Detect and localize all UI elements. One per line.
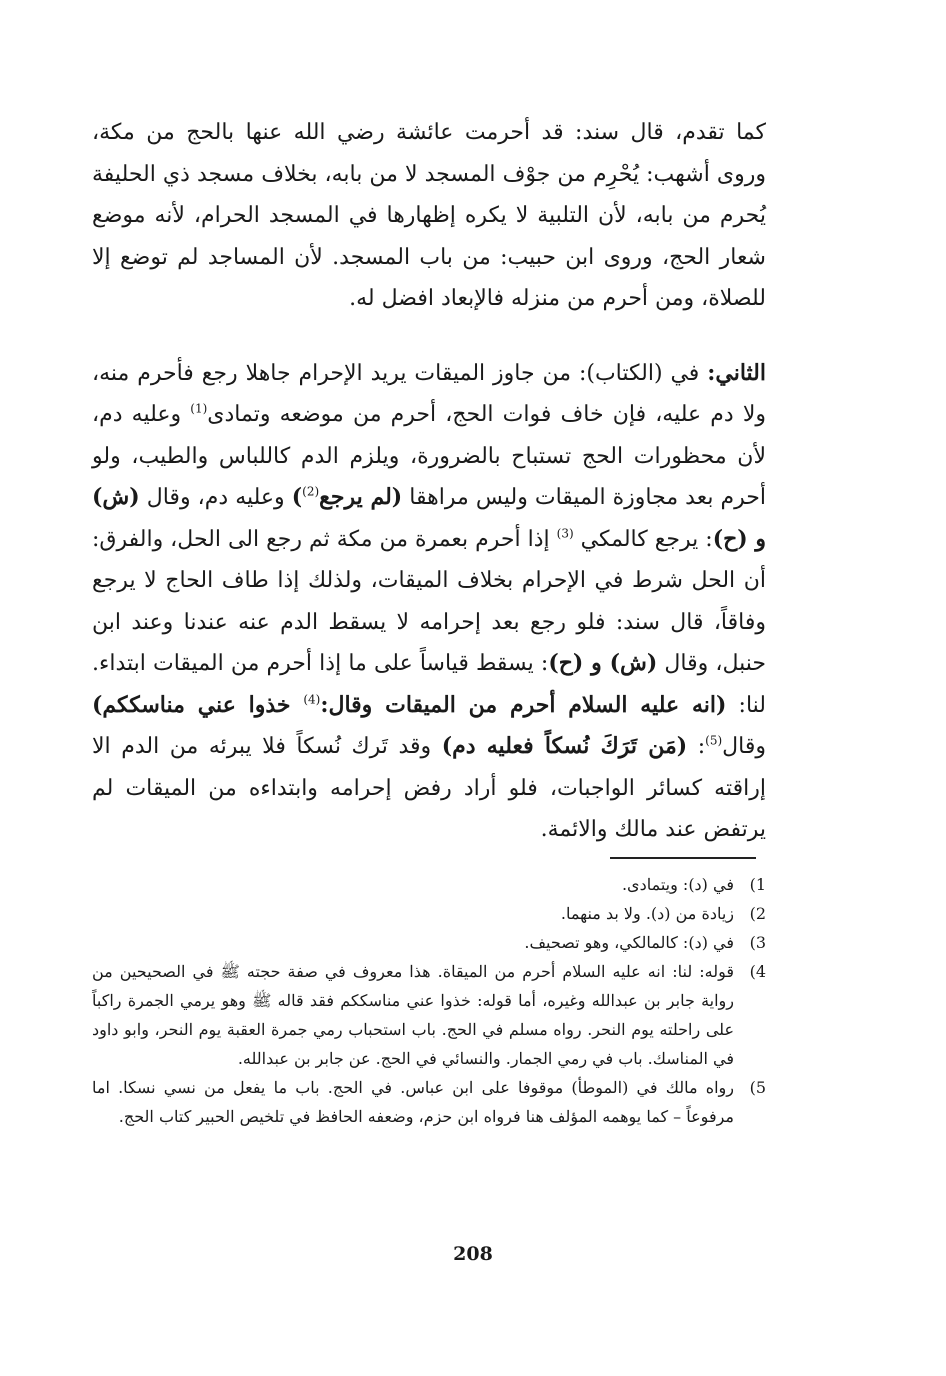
hadith-quote-1: (انه عليه السلام أحرم من الميقات وقال: [320, 691, 727, 718]
footnote-text: في (د): كالمالكي، وهو تصحيف. [524, 933, 734, 952]
footnote-ref-5[interactable]: (5) [705, 733, 723, 748]
footnote-text: رواه مالك في (الموطأ) موقوفا على ابن عباس. في الحج. باب ما يفعل من نسي نسكا. اما مرفوعاً – كما يوهمه المؤلف هنا فرواه ابن حزم، وضعفه الحافظ في تلخيص الحبير كتاب الحج. [92, 1078, 734, 1126]
paragraph-2 [92, 353, 766, 851]
footnote-ref-3[interactable]: (3) [556, 526, 574, 541]
paragraph-2-seg8: : [687, 734, 706, 759]
footnote-text: زيادة من (د). ولا بد منهما. [560, 904, 734, 923]
quote-lam-yarji-close: ) [291, 484, 303, 510]
hadith-quote-3: (مَن تَرَكَ نُسكاً فعليه دم) [441, 733, 688, 759]
paragraph-2-seg4: : يرجع كالمكي [573, 526, 713, 552]
footnote-5 [92, 1073, 766, 1131]
paragraph-2-seg2: وعليه دم، لأن محظورات الحج تستباح بالضرورة، ويلزم الدم كاللباس والطيب، ولو أحرم بعد مجاوزة الميقات وليس مراهقا [92, 402, 766, 510]
paragraph-1: كما تقدم، قال سند: قد أحرمت عائشة رضي الله عنها بالحج من مكة، وروى أشهب: يُحْرِم من جوْف المسجد لا من بابه، بخلاف مسجد ذي الحليفة يُحرم من بابه، لأن التلبية لا يكره إظهارها في المسجد الحرام، لأنه موضع شعار الحج، وروى ابن حبيب: من باب المسجد. لأن المساجد لم توضع إلا للصلاة، ومن أحرم من منزله فالإبعاد افضل له. [92, 120, 766, 311]
page-number: 208 [453, 1243, 493, 1265]
footnote-number: 1) [749, 875, 766, 894]
paragraph-2-seg3: وعليه دم، وقال [139, 485, 292, 510]
footnote-number: 2) [749, 904, 766, 923]
footnote-text: قوله: لنا: انه عليه السلام أحرم من الميقاة. هذا معروف في صفة حجته ﷺ في الصحيحين من رواية جابر بن عبدالله وغيره، أما قوله: خذوا عني مناسككم فقد قاله ﷺ وهو يرمي الجمرة راكباً على راحلته يوم النحر. رواه مسلم في الحج. باب استحباب رمي جمرة العقبة يوم النحر، وابو داود في المناسك. باب في رمي الجمار. والنسائي في الحج. عن جابر بن عبدالله. [92, 962, 734, 1068]
footnote-number: 3) [749, 933, 766, 952]
footnote-number: 5) [749, 1078, 766, 1097]
footnote-2 [92, 899, 766, 928]
paragraph-2-seg7: وقال [722, 734, 766, 759]
paragraph-2-seg1: في (الكتاب): من جاوز الميقات يريد الإحرام جاهلا رجع فأحرم منه، ولا دم عليه، فإن خاف فوات الحج، أحرم من موضعه وتمادى [92, 360, 766, 427]
main-text [92, 112, 766, 851]
footnote-divider [610, 857, 756, 859]
quote-lam-yarji: (لم يرجع [319, 484, 403, 510]
footnote-1 [92, 870, 766, 899]
footnote-text: في (د): ويتمادى. [621, 875, 734, 894]
abbrev-shin-ha-2: (ش) و (ح) [548, 650, 658, 676]
footnote-number: 4) [749, 962, 766, 981]
footnote-4 [92, 957, 766, 1073]
paragraph-2-seg5: إذا أحرم بعمرة من مكة ثم رجع الى الحل، والفرق: أن الحل شرط في الإحرام بخلاف الميقات، ولذلك إذا طاف الحاج لا يرجع وفاقاً، قال سند: فلو رجع بعد إحرامه لا يسقط الدم عنه عندنا وعند ابن حنبل، وقال [92, 526, 767, 676]
footnote-ref-4[interactable]: (4) [303, 692, 321, 707]
paragraph-2-seg9: وقد تَرك نُسكاً فلا يبرئه من الدم الا إراقته كسائر الواجبات، فلو أراد رفض إحرامه وابتداءه من الميقات لم يرتفض عند مالك والائمة. [92, 734, 766, 842]
footnote-3 [92, 928, 766, 957]
footnote-ref-2[interactable]: (2) [302, 484, 320, 499]
paragraph-2-lead: الثاني: [707, 359, 766, 386]
abbrev-shin-ha-1: (ش) و (ح) [92, 484, 766, 552]
hadith-quote-2: خذوا عني مناسككم) [92, 691, 304, 718]
paragraph-2-seg6: : يسقط قياساً على ما إذا أحرم من الميقات ابتداء. لنا: [92, 651, 766, 718]
footnote-ref-1[interactable]: (1) [190, 401, 208, 416]
footnotes [92, 870, 766, 1131]
